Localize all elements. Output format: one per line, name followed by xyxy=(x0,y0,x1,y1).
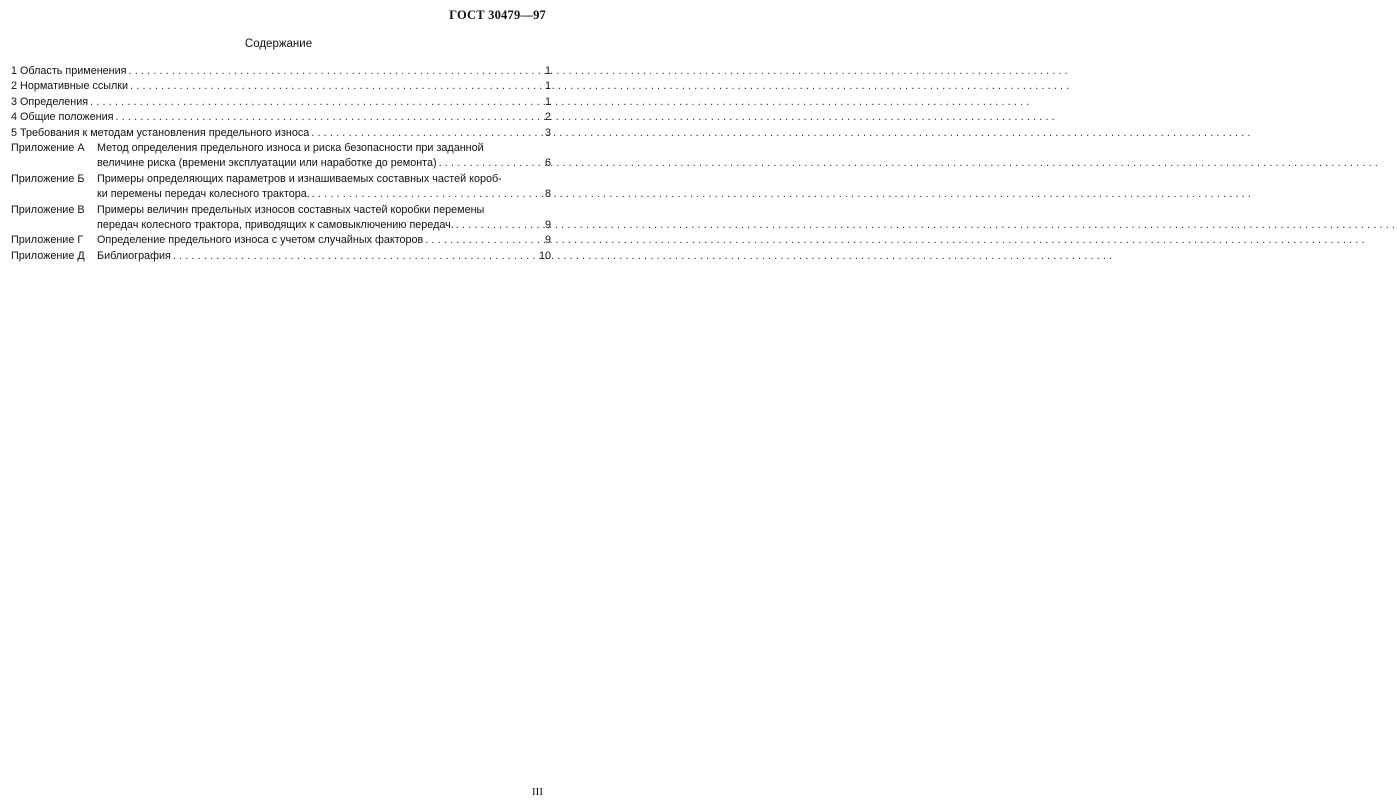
toc-entry-page: 3 xyxy=(544,126,551,139)
toc-entry[interactable] xyxy=(11,126,551,141)
toc-entry[interactable] xyxy=(11,172,551,203)
toc-entry[interactable] xyxy=(11,79,551,94)
toc-entry-title: Примеры определяющих параметров и изнашиваемых составных частей короб- xyxy=(97,172,502,185)
dot-leader xyxy=(173,249,533,264)
toc-entry-page: 1 xyxy=(544,95,551,108)
toc-title: Содержание xyxy=(244,38,313,50)
toc-entry-page: 2 xyxy=(544,111,551,124)
toc-entry-number: 2 xyxy=(11,80,21,93)
dot-leader xyxy=(311,126,533,141)
toc-entry-number: 3 xyxy=(11,95,21,108)
dot-leader xyxy=(129,64,533,79)
dot-leader xyxy=(439,156,533,171)
dot-leader xyxy=(425,233,533,248)
toc-entry[interactable] xyxy=(11,203,551,234)
toc-entry-number: Приложение Д xyxy=(11,249,85,262)
toc-entry-number: 4 xyxy=(11,111,21,124)
toc-entry-title: передач колесного трактора, приводящих к самовыключению передач. xyxy=(97,219,454,232)
toc-entry-title: Определения xyxy=(20,95,89,108)
toc-entry-title: ки перемены передач колесного трактора. xyxy=(97,188,310,201)
toc-entry-number: 5 xyxy=(11,126,21,139)
toc-entry-page: 1 xyxy=(544,80,551,93)
toc-entry-title: Библиография xyxy=(97,249,171,262)
toc-entry-number: Приложение Г xyxy=(11,234,84,247)
toc-entry[interactable] xyxy=(11,249,551,264)
dot-leader xyxy=(312,187,533,202)
standard-code: ГОСТ 30479—97 xyxy=(449,8,546,22)
toc-entry-number: Приложение Б xyxy=(11,172,85,185)
toc-entry-title: Требования к методам установления предельного износа xyxy=(20,126,310,139)
toc-entry-title: Примеры величин предельных износов составных частей коробки перемены xyxy=(97,203,485,216)
dot-leader xyxy=(116,110,533,125)
toc-entry[interactable] xyxy=(11,141,551,172)
toc-entry-page: 10 xyxy=(538,249,551,262)
toc-entry-title: Нормативные ссылки xyxy=(20,80,129,93)
toc-entry-title: величине риска (времени эксплуатации или наработке до ремонта) xyxy=(97,157,437,170)
toc-entry-title: Область применения xyxy=(20,65,127,77)
toc-entry-number: Приложение В xyxy=(11,203,85,216)
toc-entry[interactable] xyxy=(11,233,551,248)
dot-leader xyxy=(130,79,533,94)
page-number: III xyxy=(532,786,543,798)
toc-entry-page: 6 xyxy=(544,157,551,170)
toc-entry-page: 9 xyxy=(544,234,551,247)
toc-entry-title: Определение предельного износа с учетом случайных факторов xyxy=(97,234,424,247)
dot-leader xyxy=(456,218,533,233)
toc-entry[interactable] xyxy=(11,110,551,125)
toc-entry-number: Приложение А xyxy=(11,142,85,155)
toc-entry-page: 8 xyxy=(544,188,551,201)
toc-entry-page: 1 xyxy=(544,65,551,77)
toc-entry[interactable] xyxy=(11,95,551,110)
toc-entry-page: 9 xyxy=(544,219,551,232)
toc-entry[interactable] xyxy=(11,64,551,79)
toc-entry-title: Метод определения предельного износа и риска безопасности при заданной xyxy=(97,142,484,155)
toc-entry-number: 1 xyxy=(11,65,21,77)
dot-leader xyxy=(90,95,533,110)
toc-entry-title: Общие положения xyxy=(20,111,114,124)
table-of-contents xyxy=(11,64,551,264)
